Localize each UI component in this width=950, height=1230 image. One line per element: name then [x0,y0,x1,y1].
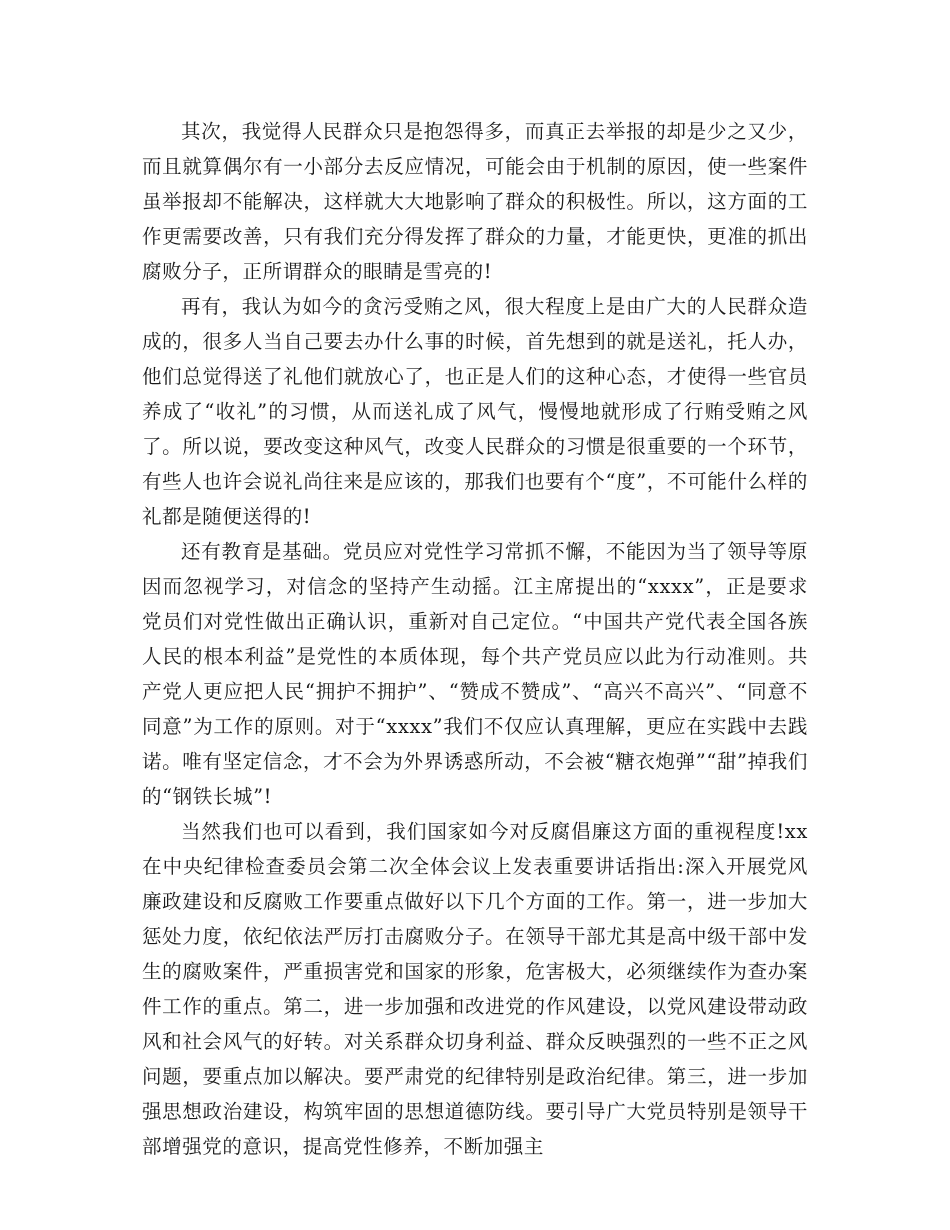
document-body [142,114,808,1164]
paragraph-4: 当然我们也可以看到，我们国家如今对反腐倡廉这方面的重视程度!xx在中央纪律检查委员会第二次全体会议上发表重要讲话指出:深入开展党风廉政建设和反腐败工作要重点做好以下几个方面的工作。第一，进一步加大惩处力度，依纪依法严厉打击腐败分子。在领导干部尤其是高中级干部中发生的腐败案件，严重损害党和国家的形象，危害极大，必须继续作为查办案件工作的重点。第二，进一步加强和改进党的作风建设，以党风建设带动政风和社会风气的好转。对关系群众切身利益、群众反映强烈的一些不正之风问题，要重点加以解决。要严肃党的纪律特别是政治纪律。第三，进一步加强思想政治建设，构筑牢固的思想道德防线。要引导广大党员特别是领导干部增强党的意识，提高党性修养，不断加强主 [142,820,808,1158]
paragraph-1: 其次，我觉得人民群众只是抱怨得多，而真正去举报的却是少之又少，而且就算偶尔有一小部分去反应情况，可能会由于机制的原因，使一些案件虽举报却不能解决，这样就大大地影响了群众的积极性。所以，这方面的工作更需要改善，只有我们充分得发挥了群众的力量，才能更快，更准的抓出腐败分子，正所谓群众的眼睛是雪亮的! [142,120,808,283]
paragraph-3: 还有教育是基础。党员应对党性学习常抓不懈，不能因为当了领导等原因而忽视学习，对信念的坚持产生动摇。江主席提出的“xxxx”，正是要求党员们对党性做出正确认识，重新对自己定位。“中国共产党代表全国各族人民的根本利益”是党性的本质体现，每个共产党员应以此为行动准则。共产党人更应把人民“拥护不拥护”、“赞成不赞成”、“高兴不高兴”、“同意不同意”为工作的原则。对于“xxxx”我们不仅应认真理解，更应在实践中去践诺。唯有坚定信念，才不会为外界诱惑所动，不会被“糖衣炮弹”“甜”掉我们的“钢铁长城”! [142,540,808,808]
paragraph-2: 再有，我认为如今的贪污受贿之风，很大程度上是由广大的人民群众造成的，很多人当自己要去办什么事的时候，首先想到的就是送礼，托人办，他们总觉得送了礼他们就放心了，也正是人们的这种心态，才使得一些官员养成了“收礼”的习惯，从而送礼成了风气，慢慢地就形成了行贿受贿之风了。所以说，要改变这种风气，改变人民群众的习惯是很重要的一个环节，有些人也许会说礼尚往来是应该的，那我们也要有个“度”，不可能什么样的礼都是随便送得的! [142,295,808,528]
